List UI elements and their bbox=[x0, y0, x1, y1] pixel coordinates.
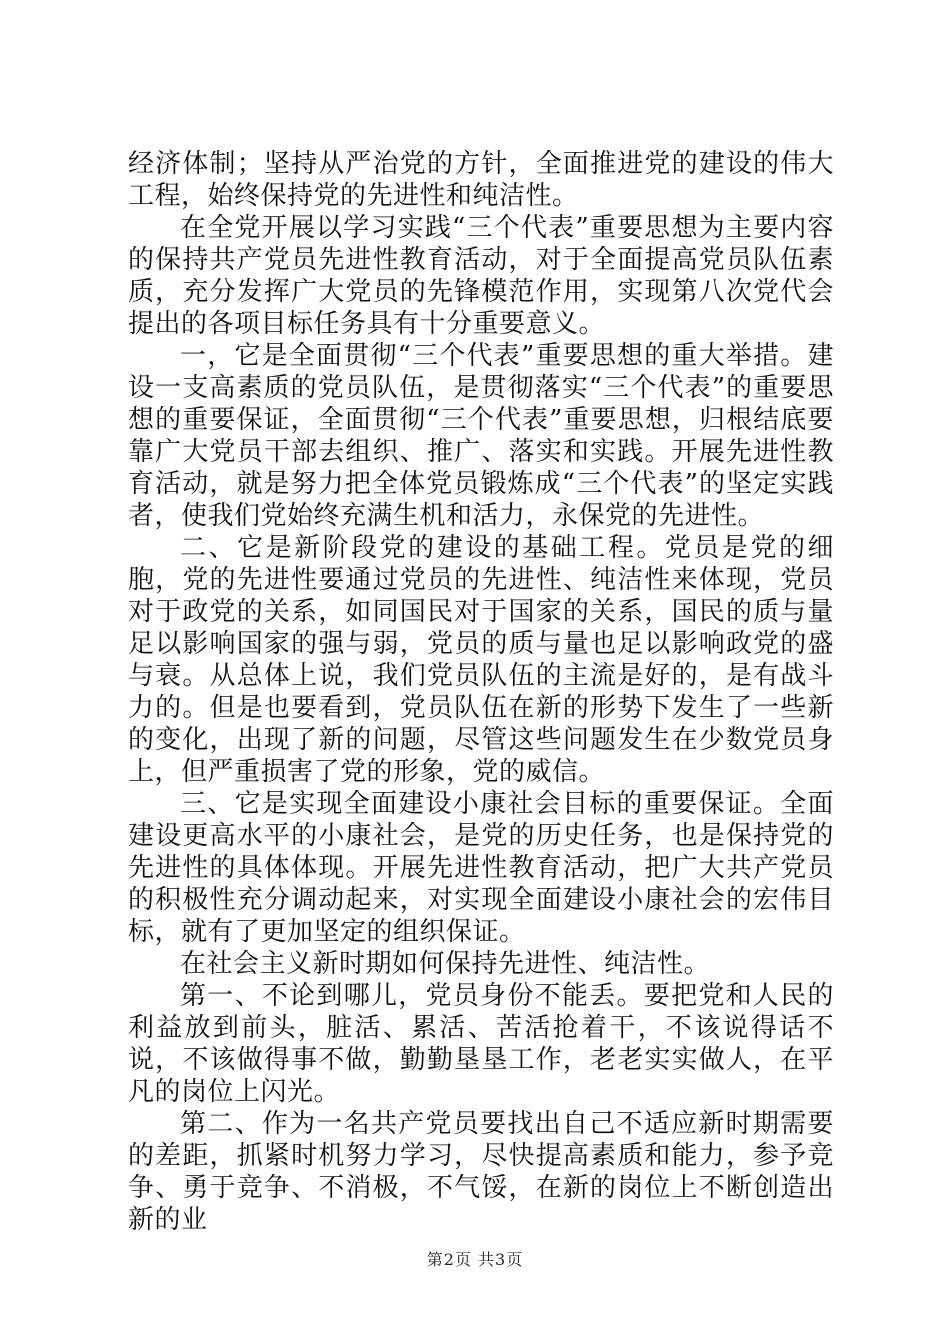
paragraph: 第一、不论到哪儿，党员身份不能丢。要把党和人民的利益放到前头，脏活、累活、苦活抢着干，不该说得话不说，不该做得事不做，勤勤垦垦工作，老老实实做人，在平凡的岗位上闪光。 bbox=[128, 981, 834, 1107]
paragraph: 第二、作为一名共产党员要找出自己不适应新时期需要的差距，抓紧时机努力学习，尽快提高素质和能力，参予竞争、勇于竞争、不消极，不气馁，在新的岗位上不断创造出新的业 bbox=[128, 1109, 834, 1235]
paragraph: 经济体制；坚持从严治党的方针，全面推进党的建设的伟大工程，始终保持党的先进性和纯洁性。 bbox=[128, 149, 834, 211]
paragraph: 三、它是实现全面建设小康社会目标的重要保证。全面建设更高水平的小康社会，是党的历史任务，也是保持党的先进性的具体体现。开展先进性教育活动，把广大共产党员的积极性充分调动起来，对实现全面建设小康社会的宏伟目标，就有了更加坚定的组织保证。 bbox=[128, 789, 834, 947]
paragraph: 在社会主义新时期如何保持先进性、纯洁性。 bbox=[180, 949, 711, 979]
page-number-footer: 第2页 共3页 bbox=[426, 1250, 524, 1269]
document-body bbox=[128, 148, 834, 1236]
paragraph: 一，它是全面贯彻“三个代表”重要思想的重大举措。建设一支高素质的党员队伍，是贯彻落实“三个代表”的重要思想的重要保证，全面贯彻“三个代表”重要思想，归根结底要靠广大党员干部去组织、推广、落实和实践。开展先进性教育活动，就是努力把全体党员锻炼成“三个代表”的坚定实践者，使我们党始终充满生机和活力，永保党的先进性。 bbox=[128, 341, 834, 531]
paragraph: 二、它是新阶段党的建设的基础工程。党员是党的细胞，党的先进性要通过党员的先进性、纯洁性来体现，党员对于政党的关系，如同国民对于国家的关系，国民的质与量足以影响国家的强与弱，党员的质与量也足以影响政党的盛与衰。从总体上说，我们党员队伍的主流是好的，是有战斗力的。但是也要看到，党员队伍在新的形势下发生了一些新的变化，出现了新的问题，尽管这些问题发生在少数党员身上，但严重损害了党的形象，党的威信。 bbox=[128, 533, 834, 787]
paragraph: 在全党开展以学习实践“三个代表”重要思想为主要内容的保持共产党员先进性教育活动，对于全面提高党员队伍素质，充分发挥广大党员的先锋模范作用，实现第八次党代会提出的各项目标任务具有十分重要意义。 bbox=[128, 213, 834, 339]
